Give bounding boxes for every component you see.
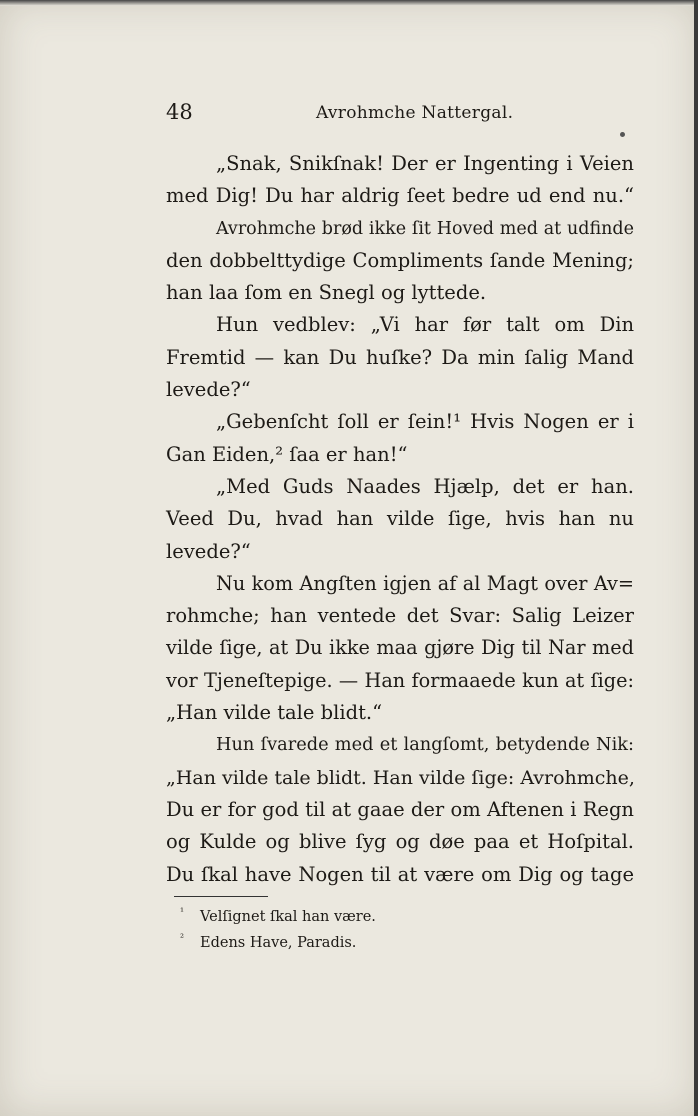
text-line: „Gebenſcht ſoll er ſein!¹ Hvis Nogen er i — [216, 410, 634, 434]
page-number: 48 — [166, 100, 193, 124]
footnotes — [180, 904, 580, 956]
text-line: levede?“ — [166, 378, 251, 402]
footnote-mark: ¹ — [180, 907, 185, 918]
text-line: Gan Eiden,² ſaa er han!“ — [166, 442, 408, 466]
page-top-edge — [0, 0, 698, 6]
text-line: rohmche; han ventede det Svar: Salig Leizer — [166, 604, 634, 628]
text-line: den dobbelttydige Compliments ſande Mening; — [166, 248, 634, 272]
text-line: Du ſkal have Nogen til at være om Dig og tage — [166, 862, 634, 886]
footnote — [180, 904, 580, 930]
text-line: „Han vilde tale blidt.“ — [166, 701, 383, 725]
text-line: „Snak, Snikſnak! Der er Ingenting i Veien — [216, 152, 634, 175]
footnote — [180, 930, 580, 956]
text-line: Hun ſvarede med et langſomt, betydende Nik: — [216, 735, 634, 756]
page-header — [166, 100, 636, 130]
text-line: med Dig! Du har aldrig ſeet bedre ud end nu.“ — [166, 184, 634, 208]
body-text — [166, 148, 634, 891]
text-line: Nu kom Angſten igjen af al Magt over Av= — [216, 571, 634, 595]
text-line: Fremtid — kan Du huſke? Da min ſalig Mand — [166, 345, 634, 369]
text-line: Veed Du, hvad han vilde ſige, hvis han nu — [166, 507, 634, 531]
text-line: Hun vedblev: „Vi har før talt om Din — [216, 313, 634, 337]
footnote-rule — [174, 896, 268, 897]
text-line: han laa ſom en Snegl og lyttede. — [166, 281, 487, 305]
footnote-text: Edens Have, Paradis. — [200, 935, 357, 951]
footnote-mark: ² — [180, 933, 185, 944]
page-right-edge — [694, 0, 698, 1116]
text-line: levede?“ — [166, 539, 251, 563]
text-line: „Med Guds Naades Hjælp, det er han. — [216, 474, 634, 498]
running-title: Avrohmche Nattergal. — [316, 103, 514, 123]
text-line: Avrohmche brød ikke ſit Hoved med at udfinde — [216, 218, 634, 239]
text-line: og Kulde og blive ſyg og døe paa et Hoſpital. — [166, 830, 634, 854]
text-line: vor Tjeneſtepige. — Han formaaede kun at ſige: — [166, 668, 634, 692]
text-line: Du er for god til at gaae der om Aftenen i Regn — [166, 797, 634, 821]
footnote-text: Velſignet ſkal han være. — [200, 909, 376, 925]
text-line: vilde ſige, at Du ikke maa gjøre Dig til Nar med — [166, 636, 634, 660]
text-line: „Han vilde tale blidt. Han vilde ſige: Avrohmche, — [166, 766, 635, 789]
ink-speck — [620, 132, 625, 137]
